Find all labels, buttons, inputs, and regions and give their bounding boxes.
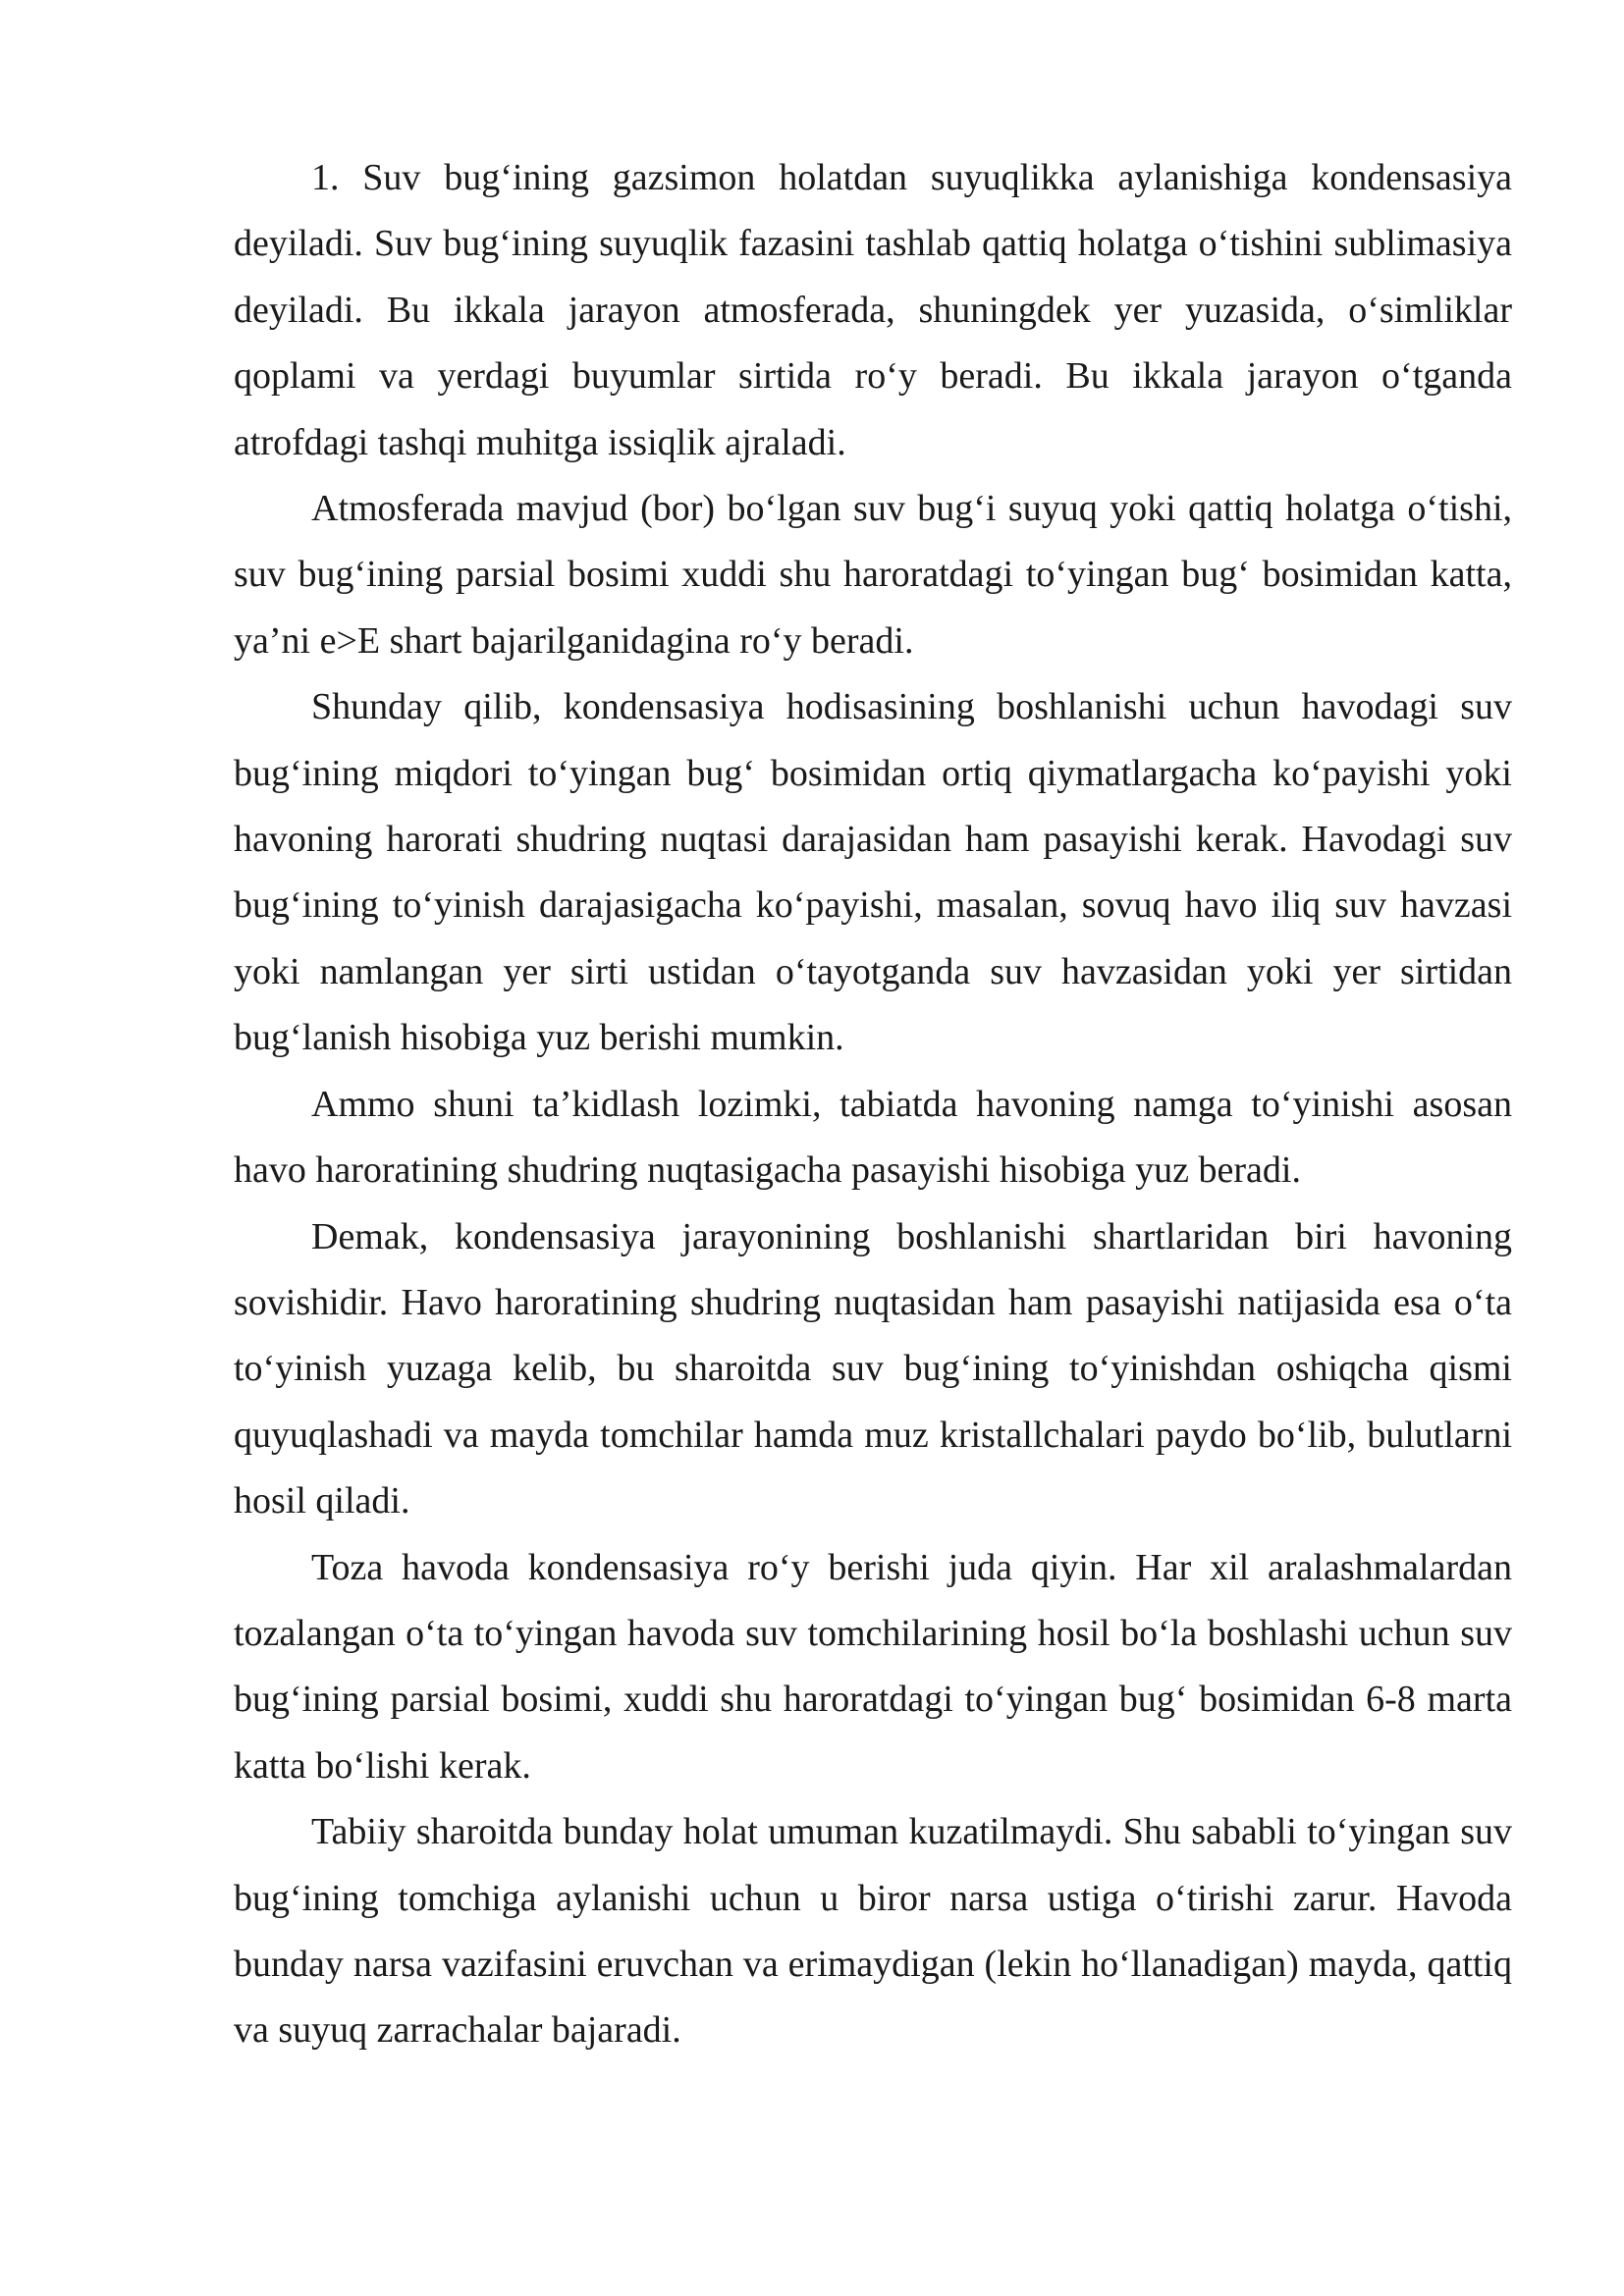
paragraph-3: Shunday qilib, kondensasiya hodisasining boshlanishi uchun havodagi suv bug‘ining miqdori to‘yingan bug‘ bosimidan ortiq qiymatlargacha ko‘payishi yoki havoning harorati shudring nuqtasi darajasidan ham pasayishi kerak. Havodagi suv bug‘ining to‘yinish darajasigacha ko‘payishi, masalan, sovuq havo iliq suv havzasi yoki namlangan yer sirti ustidan o‘tayotganda suv havzasidan yoki yer sirtidan bug‘lanish hisobiga yuz berishi mumkin.	[234, 686, 1512, 1059]
paragraph-5: Demak, kondensasiya jarayonining boshlanishi shartlaridan biri havoning sovishidir. Havo haroratining shudring nuqtasidan ham pasayishi natijasida esa o‘ta to‘yinish yuzaga kelib, bu sharoitda suv bug‘ining to‘yinishdan oshiqcha qismi quyuqlashadi va mayda tomchilar hamda muz kristallchalari paydo bo‘lib, bulutlarni hosil qiladi.	[234, 1215, 1512, 1522]
paragraph-1: 1. Suv bug‘ining gazsimon holatdan suyuqlikka aylanishiga kondensasiya deyiladi. Suv bug‘ining suyuqlik fazasini tashlab qattiq holatga o‘tishini sublimasiya deyiladi. Bu ikkala jarayon atmosferada, shuningdek yer yuzasida, o‘simliklar qoplami va yerdagi buyumlar sirtida ro‘y beradi. Bu ikkala jarayon o‘tganda atrofdagi tashqi muhitga issiqlik ajraladi.	[234, 157, 1512, 463]
paragraph-7: Tabiiy sharoitda bunday holat umuman kuzatilmaydi. Shu sababli to‘yingan suv bug‘ining tomchiga aylanishi uchun u biror narsa ustiga o‘tirishi zarur. Havoda bunday narsa vazifasini eruvchan va erimaydigan (lekin ho‘llanadigan) mayda, qattiq va suyuq zarrachalar bajaradi.	[234, 1811, 1512, 2052]
paragraph-4: Ammo shuni ta’kidlash lozimki, tabiatda havoning namga to‘yinishi asosan havo haroratining shudring nuqtasigacha pasayishi hisobiga yuz beradi.	[234, 1083, 1512, 1192]
paragraph-6: Toza havoda kondensasiya ro‘y berishi juda qiyin. Har xil aralashmalardan tozalangan o‘ta to‘yingan havoda suv tomchilarining hosil bo‘la boshlashi uchun suv bug‘ining parsial bosimi, xuddi shu haroratdagi to‘yingan bug‘ bosimidan 6-8 marta katta bo‘lishi kerak.	[234, 1546, 1512, 1787]
body-text	[234, 145, 1512, 2064]
paragraph-2: Atmosferada mavjud (bor) bo‘lgan suv bug‘i suyuq yoki qattiq holatga o‘tishi, suv bug‘ining parsial bosimi xuddi shu haroratdagi to‘yingan bug‘ bosimidan katta, ya’ni e>E shart bajarilganidagina ro‘y beradi.	[234, 488, 1512, 662]
